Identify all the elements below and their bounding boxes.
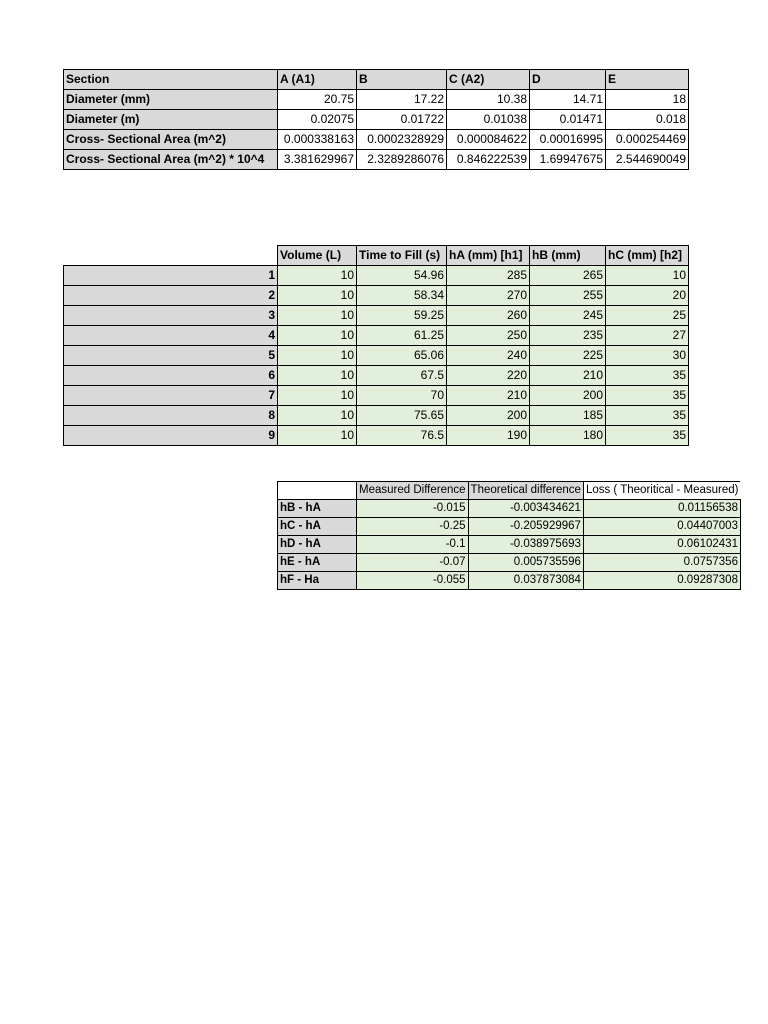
data-cell[interactable]: 255 [530, 286, 606, 306]
data-cell[interactable]: 10 [278, 266, 357, 286]
data-cell[interactable]: -0.055 [357, 572, 469, 590]
trial-number[interactable]: 6 [64, 366, 278, 386]
header-cell[interactable]: Loss ( Theoritical - Measured) [583, 482, 740, 500]
trial-number[interactable]: 2 [64, 286, 278, 306]
data-cell[interactable]: 220 [447, 366, 530, 386]
row-label[interactable]: hD - hA [278, 536, 357, 554]
data-cell[interactable]: 10 [278, 346, 357, 366]
data-cell[interactable]: 240 [447, 346, 530, 366]
data-cell[interactable]: 27 [606, 326, 689, 346]
table-row [64, 386, 689, 406]
table-row [278, 536, 741, 554]
data-cell[interactable]: 35 [606, 386, 689, 406]
row-label[interactable]: hE - hA [278, 554, 357, 572]
data-cell[interactable]: 0.037873084 [468, 572, 583, 590]
table-row [64, 286, 689, 306]
data-cell[interactable]: 190 [447, 426, 530, 446]
data-cell[interactable]: 0.00016995 [530, 130, 606, 150]
header-cell[interactable]: D [530, 70, 606, 90]
data-cell[interactable]: 10 [278, 426, 357, 446]
section-header-row [64, 70, 689, 90]
data-cell[interactable]: 2.3289286076 [357, 150, 447, 170]
data-cell[interactable]: 0.018 [606, 110, 689, 130]
table-row [278, 554, 741, 572]
data-cell[interactable]: 59.25 [357, 306, 447, 326]
data-cell[interactable]: 265 [530, 266, 606, 286]
data-cell[interactable]: 61.25 [357, 326, 447, 346]
data-cell[interactable]: 250 [447, 326, 530, 346]
data-cell[interactable]: 0.0757356 [583, 554, 740, 572]
data-cell[interactable]: 200 [530, 386, 606, 406]
data-cell[interactable]: 54.96 [357, 266, 447, 286]
data-cell[interactable]: -0.1 [357, 536, 469, 554]
data-cell[interactable]: -0.25 [357, 518, 469, 536]
data-cell[interactable]: 0.06102431 [583, 536, 740, 554]
header-cell[interactable]: B [357, 70, 447, 90]
trial-table [63, 245, 689, 446]
table-row [64, 266, 689, 286]
table-row [64, 366, 689, 386]
trial-number[interactable]: 8 [64, 406, 278, 426]
trial-number[interactable]: 7 [64, 386, 278, 406]
data-cell[interactable]: 30 [606, 346, 689, 366]
table-row [64, 90, 689, 110]
data-cell[interactable]: 3.381629967 [278, 150, 357, 170]
data-cell[interactable]: 2.544690049 [606, 150, 689, 170]
header-cell[interactable] [278, 482, 357, 500]
data-cell[interactable]: 225 [530, 346, 606, 366]
data-cell[interactable]: 75.65 [357, 406, 447, 426]
header-cell[interactable]: Volume (L) [278, 246, 357, 266]
data-cell[interactable]: 35 [606, 366, 689, 386]
data-cell[interactable]: 210 [447, 386, 530, 406]
data-cell[interactable]: 20 [606, 286, 689, 306]
header-cell[interactable]: hB (mm) [530, 246, 606, 266]
data-cell[interactable]: 0.000084622 [447, 130, 530, 150]
data-cell[interactable]: 10 [278, 286, 357, 306]
data-cell[interactable]: 70 [357, 386, 447, 406]
data-cell[interactable]: 0.04407003 [583, 518, 740, 536]
data-cell[interactable]: 245 [530, 306, 606, 326]
header-cell[interactable]: Theoretical difference [468, 482, 583, 500]
data-cell[interactable]: 0.01471 [530, 110, 606, 130]
data-cell[interactable]: -0.003434621 [468, 500, 583, 518]
table-row [64, 306, 689, 326]
data-cell[interactable]: 35 [606, 426, 689, 446]
data-cell[interactable]: 185 [530, 406, 606, 426]
data-cell[interactable]: 58.34 [357, 286, 447, 306]
data-cell[interactable]: 14.71 [530, 90, 606, 110]
header-cell[interactable]: Measured Difference [357, 482, 469, 500]
table-row [278, 572, 741, 590]
table-row [64, 130, 689, 150]
table-row [64, 326, 689, 346]
data-cell[interactable]: 10 [278, 326, 357, 346]
table-row [278, 500, 741, 518]
data-cell[interactable]: 20.75 [278, 90, 357, 110]
table-row [278, 518, 741, 536]
header-cell[interactable]: E [606, 70, 689, 90]
trial-number[interactable]: 1 [64, 266, 278, 286]
table-row [64, 426, 689, 446]
table-row [64, 150, 689, 170]
row-label[interactable]: Diameter (m) [64, 110, 278, 130]
data-cell[interactable]: 0.09287308 [583, 572, 740, 590]
data-cell[interactable]: 10 [606, 266, 689, 286]
empty-cell [64, 246, 278, 266]
diff-header-row [278, 482, 741, 500]
row-label[interactable]: Cross- Sectional Area (m^2) * 10^4 [64, 150, 278, 170]
data-cell[interactable]: -0.015 [357, 500, 469, 518]
data-cell[interactable]: 210 [530, 366, 606, 386]
data-cell[interactable]: -0.205929967 [468, 518, 583, 536]
data-cell[interactable]: 0.005735596 [468, 554, 583, 572]
trial-number[interactable]: 9 [64, 426, 278, 446]
data-cell[interactable]: 0.000338163 [278, 130, 357, 150]
data-cell[interactable]: 270 [447, 286, 530, 306]
data-cell[interactable]: 10 [278, 366, 357, 386]
section-table [63, 69, 689, 170]
data-cell[interactable]: 17.22 [357, 90, 447, 110]
data-cell[interactable]: 235 [530, 326, 606, 346]
data-cell[interactable]: 0.01038 [447, 110, 530, 130]
row-label[interactable]: hB - hA [278, 500, 357, 518]
table-row [64, 346, 689, 366]
data-cell[interactable]: 1.69947675 [530, 150, 606, 170]
data-cell[interactable]: 0.01156538 [583, 500, 740, 518]
data-cell[interactable]: 0.000254469 [606, 130, 689, 150]
header-cell[interactable]: hC (mm) [h2] [606, 246, 689, 266]
row-label[interactable]: hF - Ha [278, 572, 357, 590]
difference-table [277, 481, 741, 590]
header-cell[interactable]: Section [64, 70, 278, 90]
trial-number[interactable]: 4 [64, 326, 278, 346]
data-cell[interactable]: 35 [606, 406, 689, 426]
data-cell[interactable]: 10 [278, 406, 357, 426]
trial-number[interactable]: 5 [64, 346, 278, 366]
data-cell[interactable]: 0.0002328929 [357, 130, 447, 150]
row-label[interactable]: Diameter (mm) [64, 90, 278, 110]
data-cell[interactable]: 10.38 [447, 90, 530, 110]
row-label[interactable]: hC - hA [278, 518, 357, 536]
data-cell[interactable]: 67.5 [357, 366, 447, 386]
data-cell[interactable]: 18 [606, 90, 689, 110]
trial-header-row [64, 246, 689, 266]
table-row [64, 406, 689, 426]
data-cell[interactable]: 65.06 [357, 346, 447, 366]
trial-number[interactable]: 3 [64, 306, 278, 326]
data-cell[interactable]: -0.038975693 [468, 536, 583, 554]
data-cell[interactable]: 200 [447, 406, 530, 426]
header-cell[interactable]: Time to Fill (s) [357, 246, 447, 266]
row-label[interactable]: Cross- Sectional Area (m^2) [64, 130, 278, 150]
data-cell[interactable]: 0.01722 [357, 110, 447, 130]
data-cell[interactable]: 285 [447, 266, 530, 286]
data-cell[interactable]: 260 [447, 306, 530, 326]
header-cell[interactable]: A (A1) [278, 70, 357, 90]
data-cell[interactable]: 180 [530, 426, 606, 446]
table-row [64, 110, 689, 130]
data-cell[interactable]: 10 [278, 386, 357, 406]
data-cell[interactable]: 25 [606, 306, 689, 326]
data-cell[interactable]: -0.07 [357, 554, 469, 572]
data-cell[interactable]: 10 [278, 306, 357, 326]
data-cell[interactable]: 0.846222539 [447, 150, 530, 170]
header-cell[interactable]: C (A2) [447, 70, 530, 90]
data-cell[interactable]: 76.5 [357, 426, 447, 446]
header-cell[interactable]: hA (mm) [h1] [447, 246, 530, 266]
data-cell[interactable]: 0.02075 [278, 110, 357, 130]
